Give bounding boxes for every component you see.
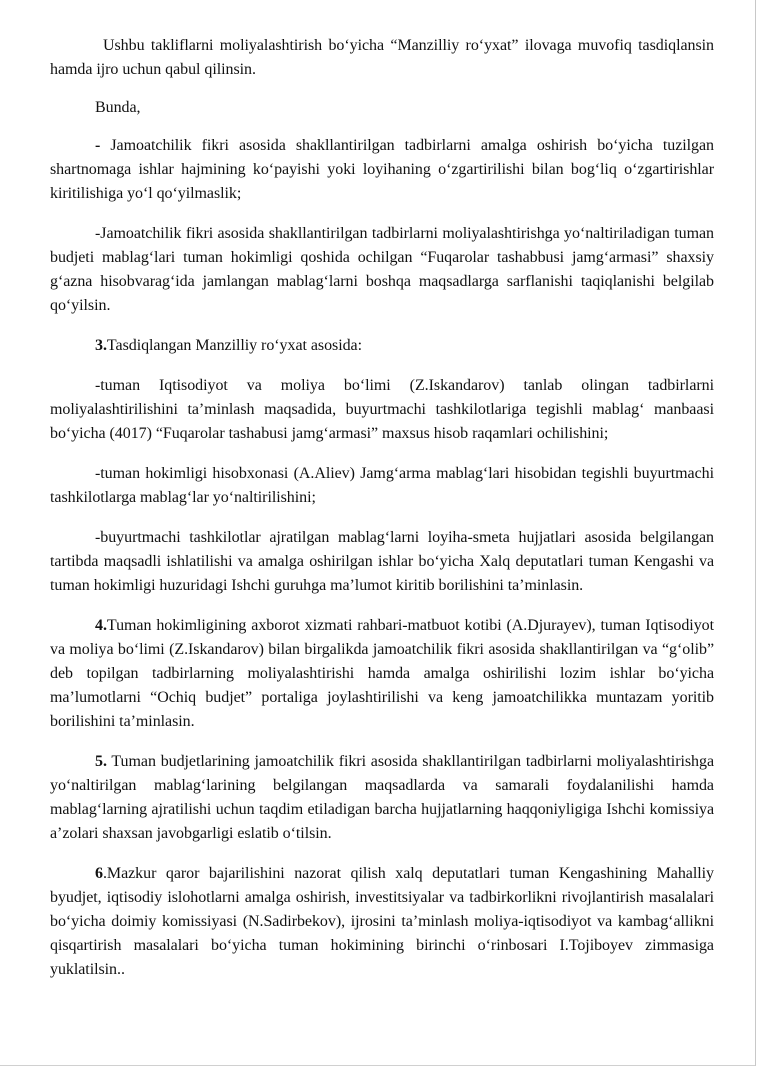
item-number: 4. (95, 617, 107, 634)
paragraph-text: Tuman budjetlarining jamoatchilik fikri asosida shakllantirilgan tadbirlarni moliyalashtirishga yo‘naltirilgan mablag‘larining belgilangan maqsadlarda va samarali foydalanilishi hamda mablag‘larning ajratilishi uchun taqdim etiladigan barcha hujjatlarning haqqoniyligiga Ishchi komissiya a’zolari shaxsan javobgarligi eslatib o‘tilsin. (50, 753, 714, 842)
paragraph-item-3 (50, 334, 714, 358)
paragraph-item-5 (50, 750, 714, 846)
paragraph-budget-funds (50, 222, 714, 318)
paragraph-finance-department (50, 374, 714, 446)
paragraph-approval (50, 34, 714, 82)
paragraph-text: Bunda, (95, 99, 141, 116)
item-number: 3. (95, 337, 107, 354)
list-marker: - (95, 137, 101, 154)
paragraph-text: Jamoatchilik fikri asosida shakllantirilgan tadbirlarni amalga oshirish bo‘yicha tuzilgan shartnomaga ishlar hajmining ko‘payishi yoki loyihaning o‘zgartirilishi bilan bog‘liq o‘zgartirishlar kiritilishiga yo‘l qo‘yilmaslik; (50, 137, 714, 202)
paragraph-text: -tuman hokimligi hisobxonasi (A.Aliev) Jamg‘arma mablag‘lari hisobidan tegishli buyurtmachi tashkilotlarga mablag‘lar yo‘naltirilishini; (50, 465, 714, 506)
paragraph-text: .Mazkur qaror bajarilishini nazorat qilish xalq deputatlari tuman Kengashining Mahalliy byudjet, iqtisodiy islohotlarni amalga oshirish, investitsiyalar va tadbirkorlikni rivojlantirish masalalari bo‘yicha doimiy komissiyasi (N.Sadirbekov), ijrosini ta’minlash moliya-iqtisodiyot va kambag‘allikni qisqartirish masalalari bo‘yicha tuman hokimining birinchi o‘rinbosari I.Tojiboyev zimmasiga yuklatilsin.. (50, 865, 714, 978)
paragraph-contract-changes (50, 134, 714, 206)
paragraph-item-6 (50, 862, 714, 982)
paragraph-text: Ushbu takliflarni moliyalashtirish bo‘yicha “Manzilliy ro‘yxat” ilovaga muvofiq tasdiqlansin hamda ijro uchun qabul qilinsin. (50, 37, 714, 78)
paragraph-bunda (50, 96, 714, 120)
paragraph-text: -tuman Iqtisodiyot va moliya bo‘limi (Z.Iskandarov) tanlab olingan tadbirlarni moliyalashtirilishini ta’minlash maqsadida, buyurtmachi tashkilotlariga tegishli mablag‘ manbaasi bo‘yicha (4017) “Fuqarolar tashabusi jamg‘armasi” maxsus hisob raqamlari ochilishini; (50, 377, 714, 442)
item-number: 6 (95, 865, 103, 882)
paragraph-item-4 (50, 614, 714, 734)
paragraph-text: Tasdiqlangan Manzilliy ro‘yxat asosida: (106, 337, 362, 354)
paragraph-accounting (50, 462, 714, 510)
paragraph-client-organizations (50, 526, 714, 598)
document-body (50, 34, 714, 998)
paragraph-text: Tuman hokimligining axborot xizmati rahbari-matbuot kotibi (A.Djurayev), tuman Iqtisodiyot va moliya bo‘limi (Z.Iskandarov) bilan birgalikda jamoatchilik fikri asosida shakllantirilgan va “g‘olib” deb topilgan tadbirlarning moliyalashtirishi hamda amalga oshirilishi lozim ishlar bo‘yicha ma’lumotlarni “Ochiq budjet” portaliga joylashtirilishi va keng jamoatchilikka muntazam yoritib borilishini ta’minlasin. (50, 617, 714, 730)
paragraph-text: -buyurtmachi tashkilotlar ajratilgan mablag‘larni loyiha-smeta hujjatlari asosida belgilangan tartibda maqsadli ishlatilishi va amalga oshirilgan ishlar bo‘yicha Xalq deputatlari tuman Kengashi va tuman hokimligi huzuridagi Ishchi guruhga ma’lumot kiritib borilishini ta’minlasin. (50, 529, 714, 594)
item-number: 5. (95, 753, 107, 770)
paragraph-text: -Jamoatchilik fikri asosida shakllantirilgan tadbirlarni moliyalashtirishga yo‘naltiriladigan tuman budjeti mablag‘lari tuman hokimligi qoshida ochilgan “Fuqarolar tashabbusi jamg‘armasi” shaxsiy g‘azna hisobvarag‘ida jamlangan mablag‘larni boshqa maqsadlarga sarflanishi taqiqlanishi belgilab qo‘yilsin. (50, 225, 714, 314)
